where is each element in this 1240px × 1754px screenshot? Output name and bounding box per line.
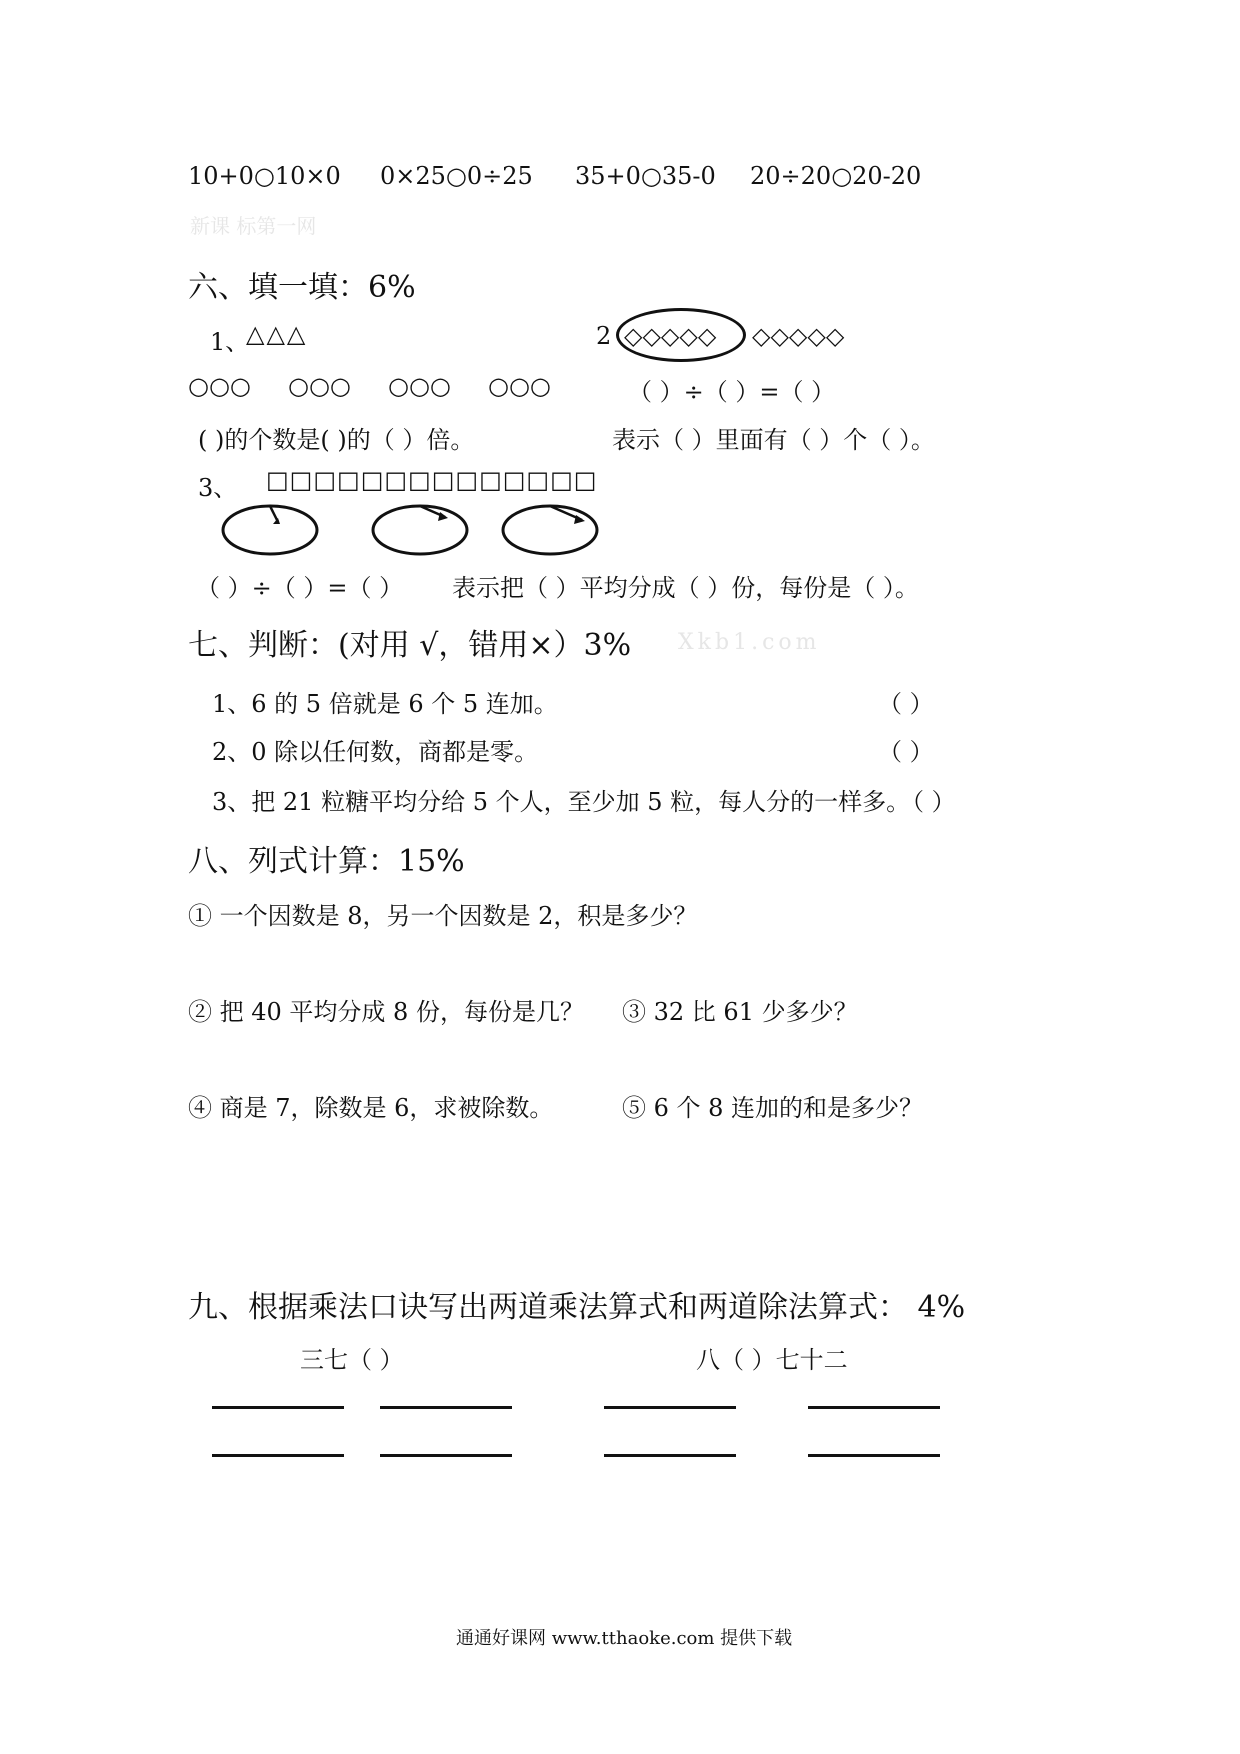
judge-item-1: 1、6 的 5 倍就是 6 个 5 连加。 (212, 690, 558, 718)
calc-q5: ⑤ 6 个 8 连加的和是多少？ (622, 1094, 924, 1122)
compare-item-4: 20÷20○20-20 (750, 162, 922, 190)
q3-text: 表示把（ ）平均分成（ ）份，每份是（ ）。 (452, 574, 919, 602)
section8-heading: 八、列式计算：15% (188, 844, 465, 879)
answer-line-3[interactable] (604, 1406, 736, 1409)
q2-label: 2 (596, 322, 612, 350)
clock-oval-3 (503, 506, 597, 554)
section6-heading: 六、填一填：6% (188, 270, 416, 305)
clock-oval-2 (373, 506, 467, 554)
answer-line-6[interactable] (380, 1454, 512, 1457)
calc-q1: ① 一个因数是 8，另一个因数是 2，积是多少？ (188, 902, 698, 930)
calc-q4: ④ 商是 7，除数是 6，求被除数。 (188, 1094, 554, 1122)
q1-circle-group-4: ○○○ (488, 372, 551, 400)
judge-item-2-blank: （ ） (878, 738, 934, 766)
q1-circle-group-3: ○○○ (388, 372, 451, 400)
judge-item-3: 3、把 21 粒糖平均分给 5 个人，至少加 5 粒，每人分的一样多。 (212, 788, 911, 816)
answer-line-2[interactable] (380, 1406, 512, 1409)
watermark-mid: Xkb1.com (678, 630, 821, 655)
calc-q2: ② 把 40 平均分成 8 份，每份是几？ (188, 998, 584, 1026)
q1-circle-group-2: ○○○ (288, 372, 351, 400)
judge-item-3-blank: （ ） (900, 788, 956, 816)
compare-item-2: 0×25○0÷25 (380, 162, 533, 190)
rhyme-1: 三七（ ） (300, 1346, 404, 1374)
q1-label: 1、 (210, 328, 250, 356)
watermark-top: 新课 标第一网 (190, 214, 317, 238)
answer-line-8[interactable] (808, 1454, 940, 1457)
compare-item-3: 35+0○35-0 (575, 162, 716, 190)
answer-line-7[interactable] (604, 1454, 736, 1457)
answer-line-5[interactable] (212, 1454, 344, 1457)
q1-triangles: △△△ (246, 320, 308, 348)
judge-item-1-blank: （ ） (878, 690, 934, 718)
section9-heading: 九、根据乘法口诀写出两道乘法算式和两道除法算式： 4% (188, 1290, 966, 1325)
q1-text: ( )的个数是( )的（ ）倍。 (198, 426, 475, 454)
calc-q3: ③ 32 比 61 少多少？ (622, 998, 858, 1026)
q2-diamonds-inside: ◇◇◇◇◇ (624, 322, 717, 350)
answer-line-4[interactable] (808, 1406, 940, 1409)
q3-clock-ovals (216, 500, 616, 562)
q3-formula: （ ）÷（ ）=（ ） (196, 574, 404, 602)
q3-squares: □□□□□□□□□□□□□□ (266, 466, 598, 494)
rhyme-2: 八（ ）七十二 (696, 1346, 848, 1374)
footer: 通通好课网 www.tthaoke.com 提供下载 (456, 1628, 793, 1649)
q1-circle-group-1: ○○○ (188, 372, 251, 400)
q2-diamonds-outside: ◇◇◇◇◇ (752, 322, 845, 350)
compare-item-1: 10+0○10×0 (188, 162, 341, 190)
q2-formula: （ ）÷（ ）=（ ） (628, 378, 836, 406)
q2-text: 表示（ ）里面有（ ）个（ ）。 (612, 426, 935, 454)
judge-item-2: 2、0 除以任何数，商都是零。 (212, 738, 539, 766)
section7-heading: 七、判断：(对用 √，错用×）3% (188, 628, 632, 663)
q3-label: 3、 (198, 474, 238, 502)
answer-line-1[interactable] (212, 1406, 344, 1409)
clock-oval-1 (223, 506, 317, 554)
